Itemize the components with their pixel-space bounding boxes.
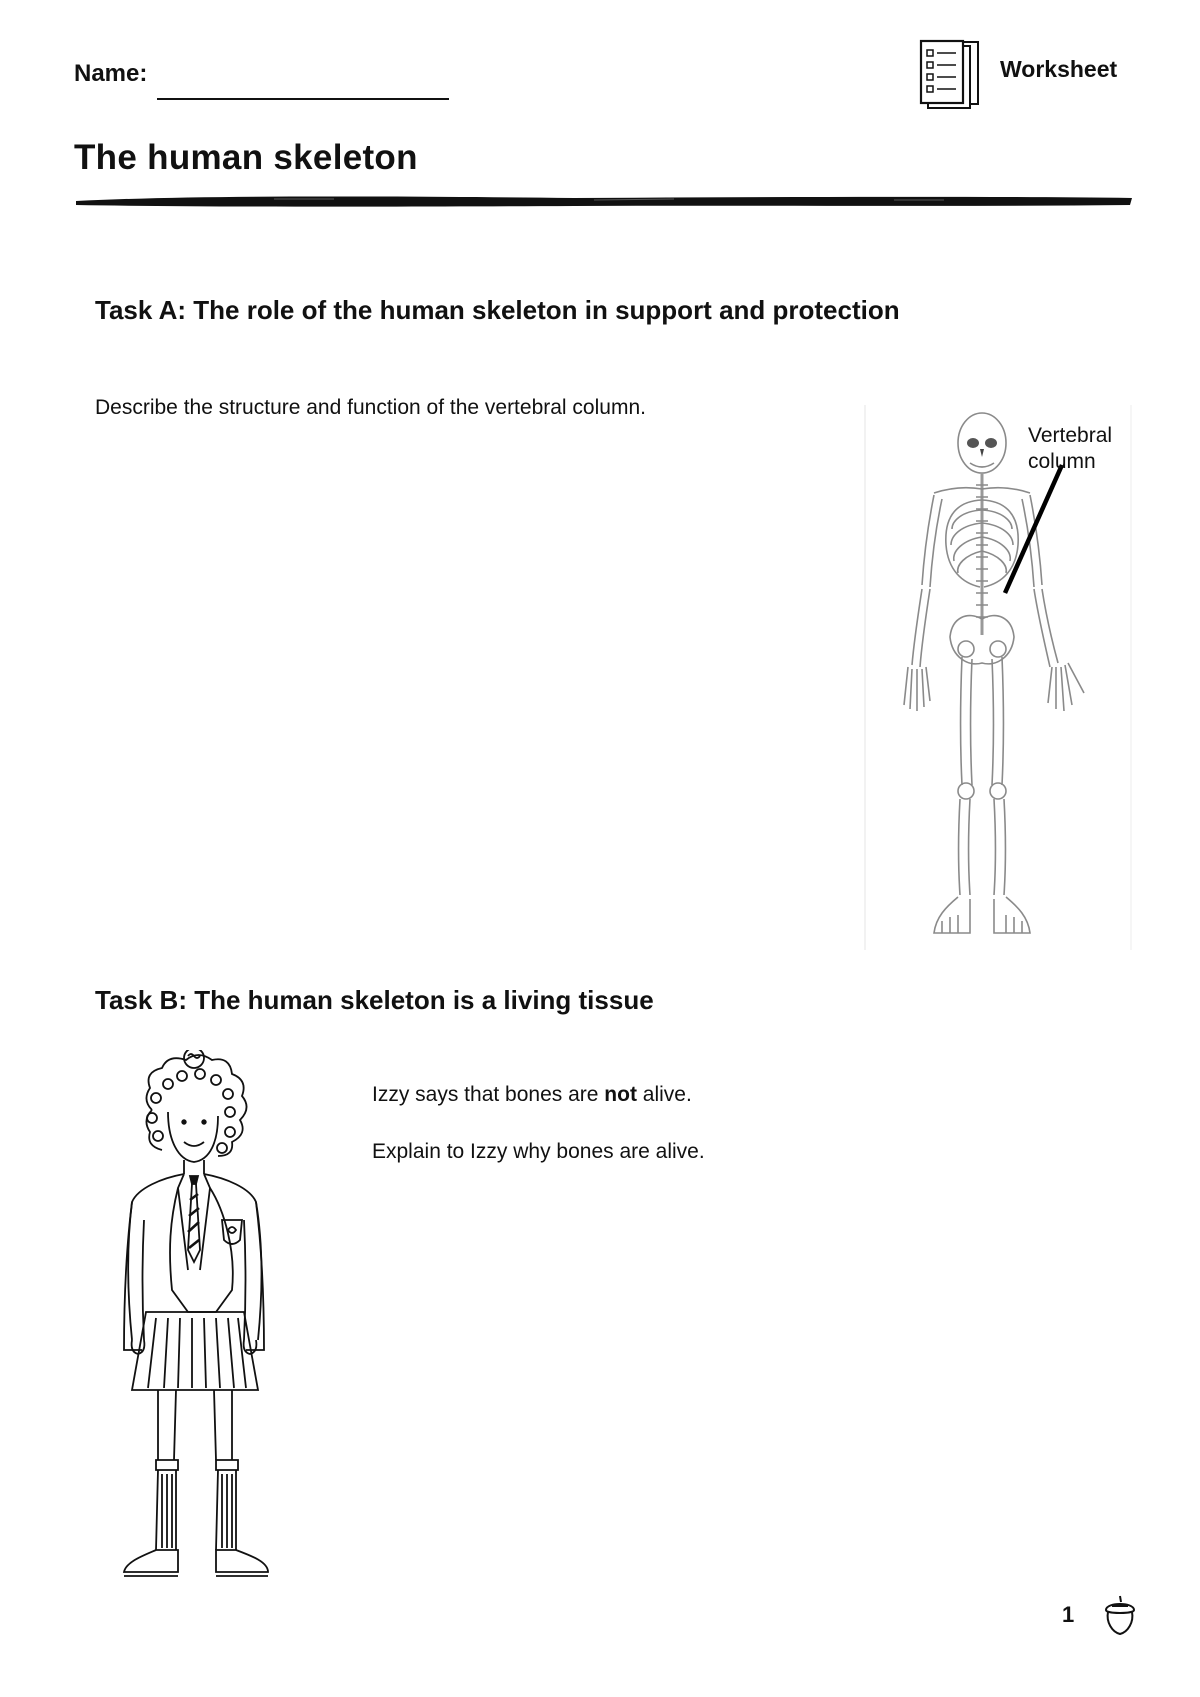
izzy-illustration [112, 1050, 312, 1600]
task-a-prompt: Describe the structure and function of the vertebral column. [95, 396, 646, 419]
acorn-icon [1100, 1592, 1140, 1636]
page-title: The human skeleton [74, 138, 418, 177]
task-b-statement [372, 1083, 692, 1107]
vertebral-column-label: Vertebral column [1028, 424, 1113, 473]
statement-start: Izzy says that bones are [372, 1083, 605, 1106]
statement-emphasis: not [604, 1083, 637, 1106]
task-b-heading: Task B: The human skeleton is a living tissue [95, 985, 654, 1015]
worksheet-label: Worksheet [1000, 56, 1118, 82]
skeleton-diagram [862, 405, 1134, 950]
task-b-prompt: Explain to Izzy why bones are alive. [372, 1140, 705, 1163]
statement-end: alive. [636, 1083, 692, 1106]
title-underline [74, 193, 1134, 209]
worksheet-icon [918, 38, 984, 110]
name-label: Name: [74, 60, 148, 87]
name-field[interactable] [157, 98, 449, 100]
task-a-heading: Task A: The role of the human skeleton in support and protection [95, 295, 900, 325]
page-number: 1 [1062, 1602, 1075, 1627]
